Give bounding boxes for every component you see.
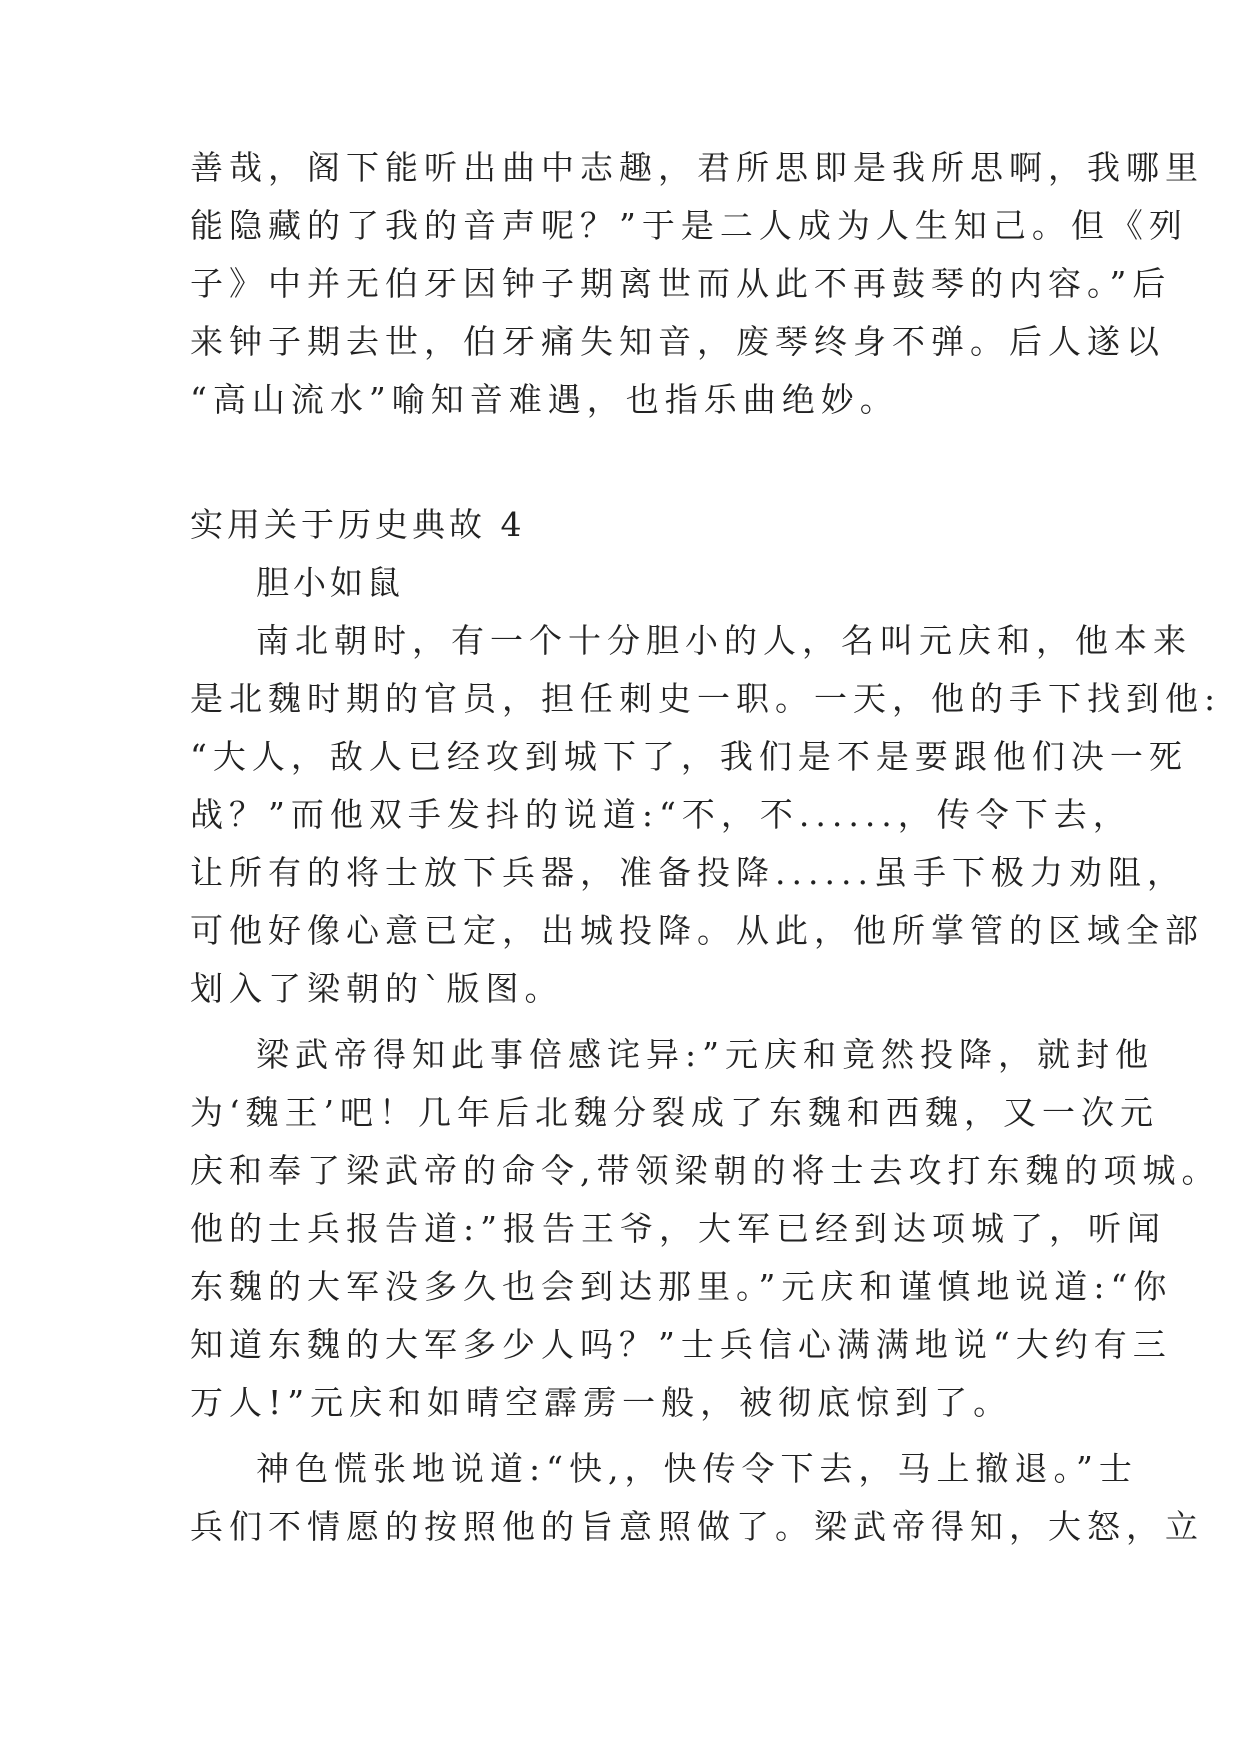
paragraph-line: 战？”而他双手发抖的说道:“不，不......，传令下去， (190, 795, 1132, 834)
paragraph-line: 神色慌张地说道:“快,，快传令下去，马上撤退。”士 (256, 1449, 1138, 1488)
paragraph-line: 兵们不情愿的按照他的旨意照做了。梁武帝得知，大怒，立 (190, 1507, 1204, 1546)
paragraph-line: 来钟子期去世，伯牙痛失知音，废琴终身不弹。后人遂以 (190, 322, 1165, 361)
paragraph-line: 东魏的大军没多久也会到达那里。”元庆和谨慎地说道:“你 (190, 1267, 1173, 1306)
section-heading: 实用关于历史典故 4 (190, 505, 526, 544)
paragraph-line: 南北朝时，有一个十分胆小的人，名叫元庆和，他本来 (256, 621, 1192, 660)
paragraph-line: 为‘魏王’吧！几年后北魏分裂成了东魏和西魏，又一次元 (190, 1093, 1159, 1132)
paragraph-line: 子》中并无伯牙因钟子期离世而从此不再鼓琴的内容。”后 (190, 264, 1172, 303)
paragraph-line: 是北魏时期的官员，担任刺史一职。一天，他的手下找到他: (190, 679, 1222, 718)
paragraph-line: 可他好像心意已定，出城投降。从此，他所掌管的区域全部 (190, 911, 1204, 950)
paragraph-line: 能隐藏的了我的音声呢？”于是二人成为人生知己。但《列 (190, 206, 1188, 245)
paragraph-line: 让所有的将士放下兵器，准备投降......虽手下极力劝阻， (190, 853, 1186, 892)
paragraph-line: “大人，敌人已经攻到城下了，我们是不是要跟他们决一死 (190, 737, 1188, 776)
paragraph-line: 万人!”元庆和如晴空霹雳一般，被彻底惊到了。 (190, 1383, 1013, 1422)
paragraph-line: 庆和奉了梁武帝的命令,带领梁朝的将士去攻打东魏的项城。 (190, 1151, 1221, 1190)
paragraph-line: 梁武帝得知此事倍感诧异:”元庆和竟然投降，就封他 (256, 1035, 1154, 1074)
paragraph-line: 善哉，阁下能听出曲中志趣，君所思即是我所思啊，我哪里 (190, 148, 1204, 187)
story-title: 胆小如鼠 (256, 563, 404, 602)
paragraph-line: “高山流水”喻知音难遇，也指乐曲绝妙。 (190, 380, 899, 419)
paragraph-line: 知道东魏的大军多少人吗？”士兵信心满满地说“大约有三 (190, 1325, 1172, 1364)
paragraph-line: 划入了梁朝的`版图。 (190, 969, 564, 1008)
paragraph-line: 他的士兵报告道:”报告王爷，大军已经到达项城了，听闻 (190, 1209, 1166, 1248)
